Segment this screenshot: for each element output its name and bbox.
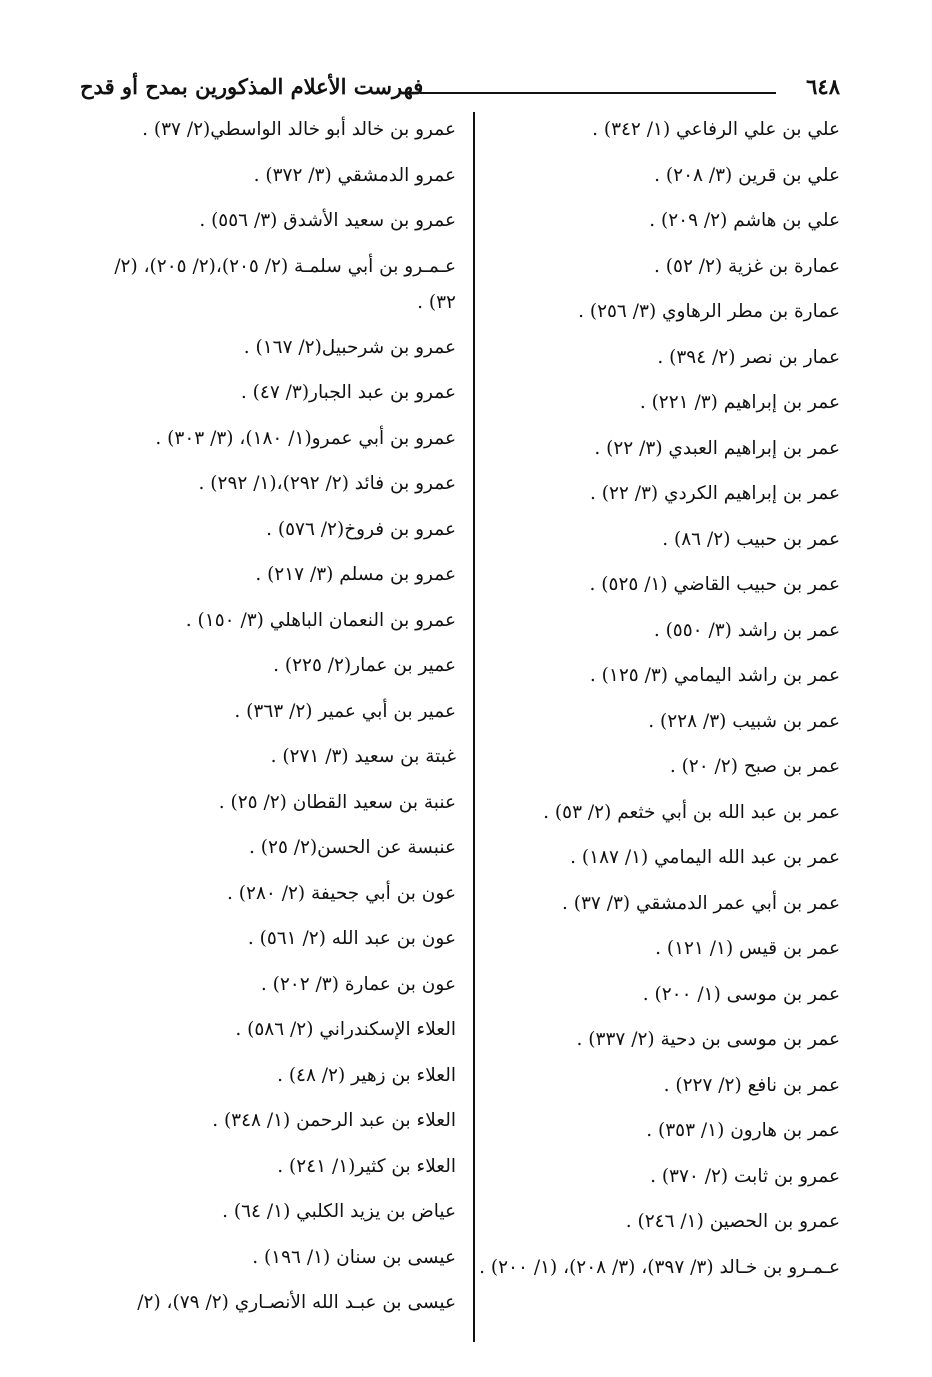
index-entry: عمر بن راشد (٣/ ٥٥٠) . xyxy=(653,619,840,641)
index-entry: عمرو بن مسلم (٣/ ٢١٧) . xyxy=(255,564,456,585)
left-column xyxy=(88,112,456,1331)
index-entry: العلاء بن عبد الرحمن (١/ ٣٤٨) . xyxy=(212,1110,456,1131)
index-entry: عمر بن إبراهيم العبدي (٣/ ٢٢) . xyxy=(594,437,840,459)
running-title: فهرست الأعلام المذكورين بمدح أو قدح xyxy=(80,74,424,99)
index-entry: العلاء بن زهير (٢/ ٤٨) . xyxy=(277,1064,456,1086)
index-entry: عمرو بن خالد أبو خالد الواسطي(٢/ ٣٧) . xyxy=(142,119,456,140)
index-entry: عمير بن أبي عمير (٢/ ٣٦٣) . xyxy=(234,700,456,722)
index-entry: عمر بن موسى بن دحية (٢/ ٣٣٧) . xyxy=(576,1029,840,1050)
index-entry: عمرو بن فروخ(٢/ ٥٧٦) . xyxy=(266,518,456,540)
index-entry: عمر بن حبيب (٢/ ٨٦) . xyxy=(662,528,840,550)
index-entry: عمرو بن ثابت (٢/ ٣٧٠) . xyxy=(650,1165,840,1187)
index-entry: عمر بن نافع (٢/ ٢٢٧) . xyxy=(663,1074,840,1096)
index-entry: عمرو الدمشقي (٣/ ٣٧٢) . xyxy=(253,164,456,186)
index-entry: عمرو بن سعيد الأشدق (٣/ ٥٥٦) . xyxy=(199,210,456,231)
index-entry: عمارة بن غزية (٢/ ٥٢) . xyxy=(654,255,840,277)
index-entry: عمر بن موسى (١/ ٢٠٠) . xyxy=(642,983,840,1005)
index-entry: العلاء بن كثير(١/ ٢٤١) . xyxy=(277,1155,456,1177)
right-column xyxy=(468,112,840,1295)
index-entry: عنبة بن سعيد القطان (٢/ ٢٥) . xyxy=(218,791,456,813)
index-entry: عون بن عمارة (٣/ ٢٠٢) . xyxy=(260,973,456,995)
index-entry: عمار بن نصر (٢/ ٣٩٤) . xyxy=(657,346,840,368)
index-entry: علي بن قرين (٣/ ٢٠٨) . xyxy=(654,164,840,186)
index-entry: عمرو بن النعمان الباهلي (٣/ ١٥٠) . xyxy=(185,609,456,631)
index-entry: عمرو بن أبي عمرو(١/ ١٨٠)، (٣/ ٣٠٣) . xyxy=(155,427,456,449)
index-entry: عيسى بن سنان (١/ ١٩٦) . xyxy=(252,1246,456,1268)
index-entry: عمر بن حبيب القاضي (١/ ٥٢٥) . xyxy=(589,574,840,595)
index-entry: عمرو بن الحصين (١/ ٢٤٦) . xyxy=(625,1211,840,1232)
index-entry: علي بن هاشم (٢/ ٢٠٩) . xyxy=(649,210,840,231)
index-entry: عمرو بن عبد الجبار(٣/ ٤٧) . xyxy=(240,382,456,403)
index-entry: علي بن علي الرفاعي (١/ ٣٤٢) . xyxy=(592,119,840,140)
index-entry: عمر بن راشد اليمامي (٣/ ١٢٥) . xyxy=(589,665,840,686)
index-entry: عمر بن صبح (٢/ ٢٠) . xyxy=(669,756,840,777)
index-entry: عمر بن شبيب (٣/ ٢٢٨) . xyxy=(648,710,840,732)
index-entry: عمر بن إبراهيم (٣/ ٢٢١) . xyxy=(639,392,840,413)
index-entry: عمرو بن شرحبيل(٢/ ١٦٧) . xyxy=(243,336,456,358)
page-header xyxy=(80,70,840,110)
index-entry: عيسى بن عبـد الله الأنصـاري (٢/ ٧٩)، (٢/ xyxy=(137,1292,456,1313)
index-entry: عمر بن عبد الله اليمامي (١/ ١٨٧) . xyxy=(570,847,840,868)
index-entry: عون بن أبي جحيفة (٢/ ٢٨٠) . xyxy=(227,882,456,904)
index-entry: غبتة بن سعيد (٣/ ٢٧١) . xyxy=(270,746,456,767)
index-entry: عون بن عبد الله (٢/ ٥٦١) . xyxy=(247,928,456,949)
index-entry: عـمـرو بن أبي سلمـة (٢/ ٢٠٥)،(٢/ ٢٠٥)، (٢/ ٣٢) . xyxy=(114,255,456,313)
index-entry: عمر بن عبد الله بن أبي خثعم (٢/ ٥٣) . xyxy=(543,801,840,823)
page-number: ٦٤٨ xyxy=(806,74,840,99)
index-entry: عمرو بن فائد (٢/ ٢٩٢)،(١/ ٢٩٢) . xyxy=(198,473,456,494)
index-entry: عمير بن عمار(٢/ ٢٢٥) . xyxy=(273,655,456,676)
index-entry: عمر بن قيس (١/ ١٢١) . xyxy=(655,938,840,959)
index-entry: عنبسة عن الحسن(٢/ ٢٥) . xyxy=(249,837,456,858)
index-entry: عمر بن إبراهيم الكردي (٣/ ٢٢) . xyxy=(589,483,840,504)
index-entry: العلاء الإسكندراني (٢/ ٥٨٦) . xyxy=(235,1019,456,1040)
index-entry: عياض بن يزيد الكلبي (١/ ٦٤) . xyxy=(222,1201,456,1222)
header-rule xyxy=(420,92,776,94)
index-entry: عـمـرو بن خـالد (٣/ ٣٩٧)، (٣/ ٢٠٨)، (١/ ٢٠٠) . xyxy=(479,1256,840,1278)
index-entry: عمارة بن مطر الرهاوي (٣/ ٢٥٦) . xyxy=(578,301,840,322)
index-entry: عمر بن أبي عمر الدمشقي (٣/ ٣٧) . xyxy=(561,892,840,914)
index-entry: عمر بن هارون (١/ ٣٥٣) . xyxy=(646,1120,840,1141)
